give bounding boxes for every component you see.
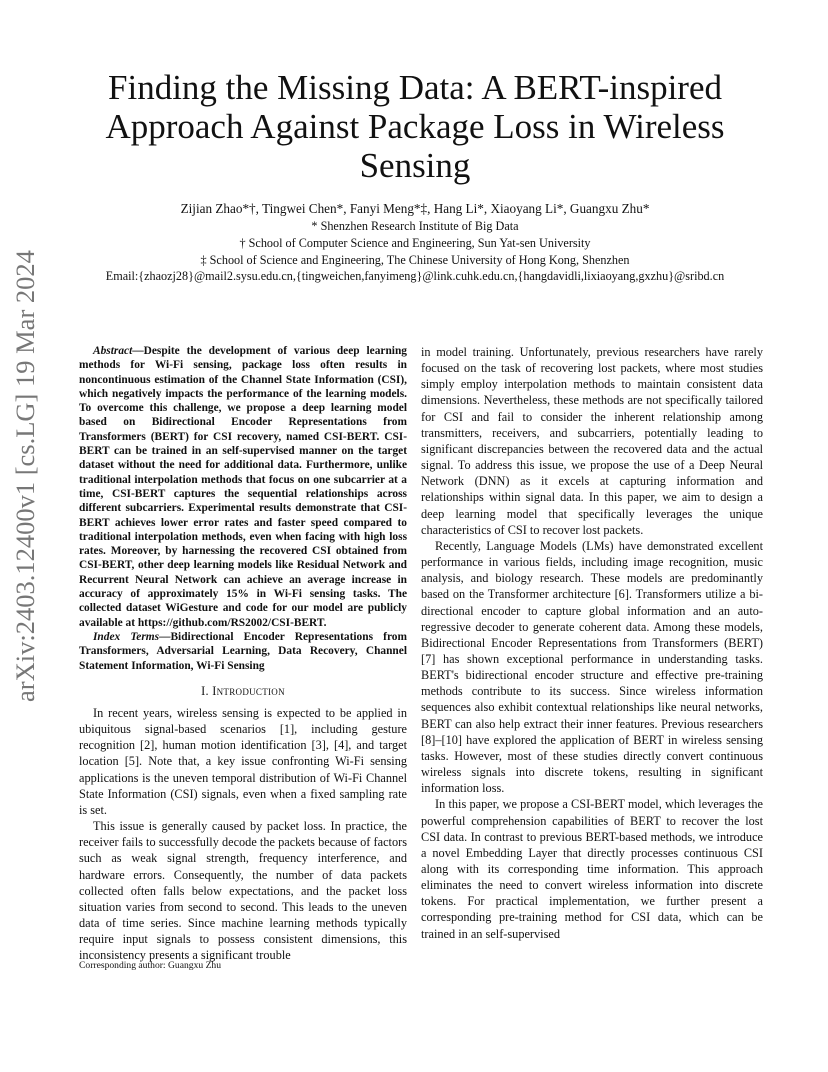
footnote: Corresponding author: Guangxu Zhu <box>79 960 222 971</box>
paragraph: In this paper, we propose a CSI-BERT model, which leverages the powerful comprehension capabilities of BERT to recover the lost CSI data. In contrast to previous BERT-based methods, we introduce a novel Embedding Layer that directly processes continuous CSI along with its corresponding time information. This approach eliminates the need to convert wireless information into discrete tokens. For practical implementation, we further present a corresponding pre-training method for CSI data, which can be trained in an self-supervised <box>421 797 763 941</box>
paragraph: in model training. Unfortunately, previous researchers have rarely focused on the task of recovering lost packets, where most studies simply employ interpolation methods to maintain consistent data dimensions. Nevertheless, these methods are not specifically tailored for CSI and fail to consider the inherent relationship among transmitters, receivers, and subcarriers, potentially leading to significant discrepancies between the recovered data and the actual signal. To address this issue, we propose the use of a Deep Neural Network (DNN) as it excels at capturing information and relationships within signal data. In this paper, we aim to design a deep learning model that specifically leverages the unique characteristics of CSI to recover lost packets. <box>421 345 763 537</box>
email-line: Email:{zhaozj28}@mail2.sysu.edu.cn,{tingweichen,fanyimeng}@link.cuhk.edu.cn,{hangdavidli,lixiaoyang,gxzhu}@sribd.cn <box>105 269 725 283</box>
author-list: Zijian Zhao*†, Tingwei Chen*, Fanyi Meng*‡, Hang Li*, Xiaoyang Li*, Guangxu Zhu* <box>180 201 650 216</box>
right-column <box>421 344 763 942</box>
paragraph: This issue is generally caused by packet loss. In practice, the receiver fails to successfully decode the packets because of factors such as weak signal strength, frequency interference, and hardware errors. Consequently, the number of data packets collected often falls below expectations, and the packet loss situation varies from second to second. This leads to the uneven data of time series. Since machine learning methods typically require input signals to possess consistent dimensions, this inconsistency presents a significant trouble <box>79 819 407 963</box>
paragraph: Recently, Language Models (LMs) have demonstrated excellent performance in various fields, including image recognition, music analysis, and biology research. These models are predominantly based on the Transformer architecture [6]. Transformers utilize a bi-directional encoder to capture global information and an auto-regressive decoder to generate coherent data. Among these models, Bidirectional Encoder Representations from Transformers (BERT) [7] has shown exceptional performance in understanding tasks. BERT's bidirectional encoder structure and effective pre-training methods contribute to its success. Since wireless information sequences also exhibit contextual relationships like neural networks, BERT can also help extract their inner features. Previous researchers [8]–[10] have explored the application of BERT in wireless sensing tasks. However, most of these studies directly convert continuous wireless signals into discrete tokens, resulting in significant information loss. <box>421 538 763 796</box>
arxiv-id: arXiv:2403.12400v1 [cs.LG] 19 Mar 2024 <box>10 250 40 702</box>
abstract <box>79 344 407 630</box>
index-terms-text: —Bidirectional Encoder Representations from Transformers, Adversarial Learning, Data Recovery, Channel Statement Information, Wi-Fi Sensing <box>79 630 407 672</box>
index-terms-label: Index Terms <box>93 630 160 643</box>
affiliation-1: * Shenzhen Research Institute of Big Data <box>311 219 519 233</box>
paper-title: Finding the Missing Data: A BERT-inspired Approach Against Package Loss in Wireless Sensing <box>105 68 725 185</box>
section-heading: I. Introduction <box>201 683 285 698</box>
affiliation-2: † School of Computer Science and Engineering, Sun Yat-sen University <box>239 236 591 250</box>
abstract-text: —Despite the development of various deep learning methods for Wi-Fi sensing, package loss often results in noncontinuous estimation of the Channel State Information (CSI), which negatively impacts the performance of the learning models. To overcome this challenge, we propose a deep learning model based on Bidirectional Encoder Representations from Transformers (BERT) for CSI recovery, named CSI-BERT. CSI-BERT can be trained in an self-supervised manner on the target dataset without the need for additional data. Furthermore, unlike traditional interpolation methods that focus on one subcarrier at a time, CSI-BERT captures the sequential relationships across different subcarriers. Experimental results demonstrate that CSI-BERT achieves lower error rates and faster speed compared to traditional interpolation methods, even when facing with high loss rates. Moreover, by harnessing the recovered CSI obtained from CSI-BERT, other deep learning models like Residual Network and Recurrent Neural Network can achieve an average increase in accuracy of approximately 15% in Wi-Fi sensing tasks. The collected dataset WiGesture and code for our model are publicly available at https://github.com/RS2002/CSI-BERT. <box>79 345 407 629</box>
abstract-label: Abstract <box>93 345 133 357</box>
left-column <box>79 344 407 963</box>
paragraph: In recent years, wireless sensing is expected to be applied in ubiquitous signal-based scenarios [1], including gesture recognition [2], human motion identification [3], [4], and target location [5]. Note that, a key issue confronting Wi-Fi sensing applications is the uneven temporal distribution of Wi-Fi Channel State Information (CSI) signals, even when a fixed sampling rate is set. <box>79 705 407 817</box>
affiliation-3: ‡ School of Science and Engineering, The Chinese University of Hong Kong, Shenzhen <box>200 253 630 267</box>
index-terms <box>79 630 407 673</box>
